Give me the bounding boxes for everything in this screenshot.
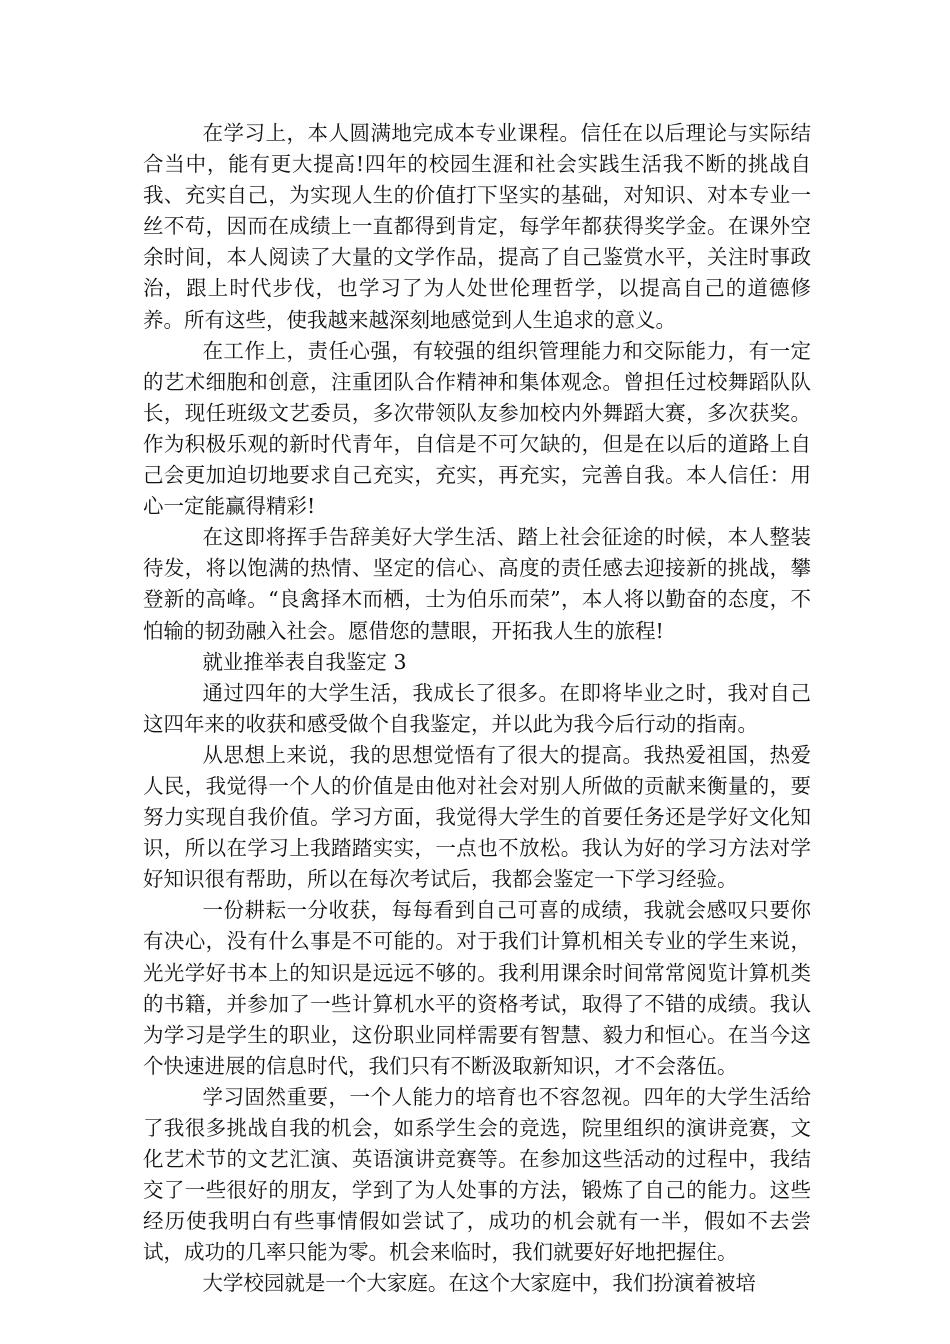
paragraph-ability: 学习固然重要，一个人能力的培育也不容忽视。四年的大学生活给了我很多挑战自我的机会，如系学生会的竞选，院里组织的演讲竞赛，文化艺术节的文艺汇演、英语演讲竞赛等。在参加这些活动的过程中，我结交了一些很好的朋友，学到了为人处事的方法，锻炼了自己的能力。这些经历使我明白有些事情假如尝试了，成功的机会就有一半，假如不去尝试，成功的几率只能为零。机会来临时，我们就要好好地把握住。 [143, 1084, 811, 1265]
paragraph-work: 在工作上，责任心强，有较强的组织管理能力和交际能力，有一定的艺术细胞和创意，注重团队合作精神和集体观念。曾担任过校舞蹈队队长，现任班级文艺委员，多次带领队友参加校内外舞蹈大赛，多次获奖。作为积极乐观的新时代青年，自信是不可欠缺的，但是在以后的道路上自己会更加迫切地要求自己充实，充实，再充实，完善自我。本人信任：用心一定能赢得精彩! [143, 338, 811, 519]
paragraph-intro: 通过四年的大学生活，我成长了很多。在即将毕业之时，我对自己这四年来的收获和感受做个自我鉴定，并以此为我今后行动的指南。 [143, 680, 811, 736]
section-heading: 就业推举表自我鉴定 3 [202, 649, 407, 674]
paragraph-farewell: 在这即将挥手告辞美好大学生活、踏上社会征途的时候，本人整装待发，将以饱满的热情、坚定的信心、高度的责任感去迎接新的挑战，攀登新的高峰。“良禽择木而栖，士为伯乐而荣”，本人将以勤奋的态度，不怕输的韧劲融入社会。愿借您的慧眼，开拓我人生的旅程! [143, 525, 811, 643]
paragraph-thought: 从思想上来说，我的思想觉悟有了很大的提高。我热爱祖国，热爱人民，我觉得一个人的价值是由他对社会对别人所做的贡献来衡量的，要努力实现自我价值。学习方面，我觉得大学生的首要任务还是学好文化知识，所以在学习上我踏踏实实，一点也不放松。我认为好的学习方法对学好知识很有帮助，所以在每次考试后，我都会鉴定一下学习经验。 [143, 742, 811, 892]
paragraph-campus: 大学校园就是一个大家庭。在这个大家庭中，我们扮演着被培 [202, 1271, 756, 1296]
paragraph-study: 在学习上，本人圆满地完成本专业课程。信任在以后理论与实际结合当中，能有更大提高!四年的校园生涯和社会实践生活我不断的挑战自我、充实自己，为实现人生的价值打下坚实的基础，对知识、对本专业一丝不苟，因而在成绩上一直都得到肯定，每学年都获得奖学金。在课外空余时间，本人阅读了大量的文学作品，提高了自己鉴赏水平，关注时事政治，跟上时代步伐，也学习了为人处世伦理哲学，以提高自己的道德修养。所有这些，使我越来越深刻地感觉到人生追求的意义。 [143, 121, 811, 332]
document-page [143, 118, 811, 1300]
paragraph-effort: 一份耕耘一分收获，每每看到自己可喜的成绩，我就会感叹只要你有决心，没有什么事是不可能的。对于我们计算机相关专业的学生来说，光光学好书本上的知识是远远不够的。我利用课余时间常常阅览计算机类的书籍，并参加了一些计算机水平的资格考试，取得了不错的成绩。我认为学习是学生的职业，这份职业同样需要有智慧、毅力和恒心。在当今这个快速进展的信息时代，我们只有不断汲取新知识，才不会落伍。 [143, 898, 811, 1078]
